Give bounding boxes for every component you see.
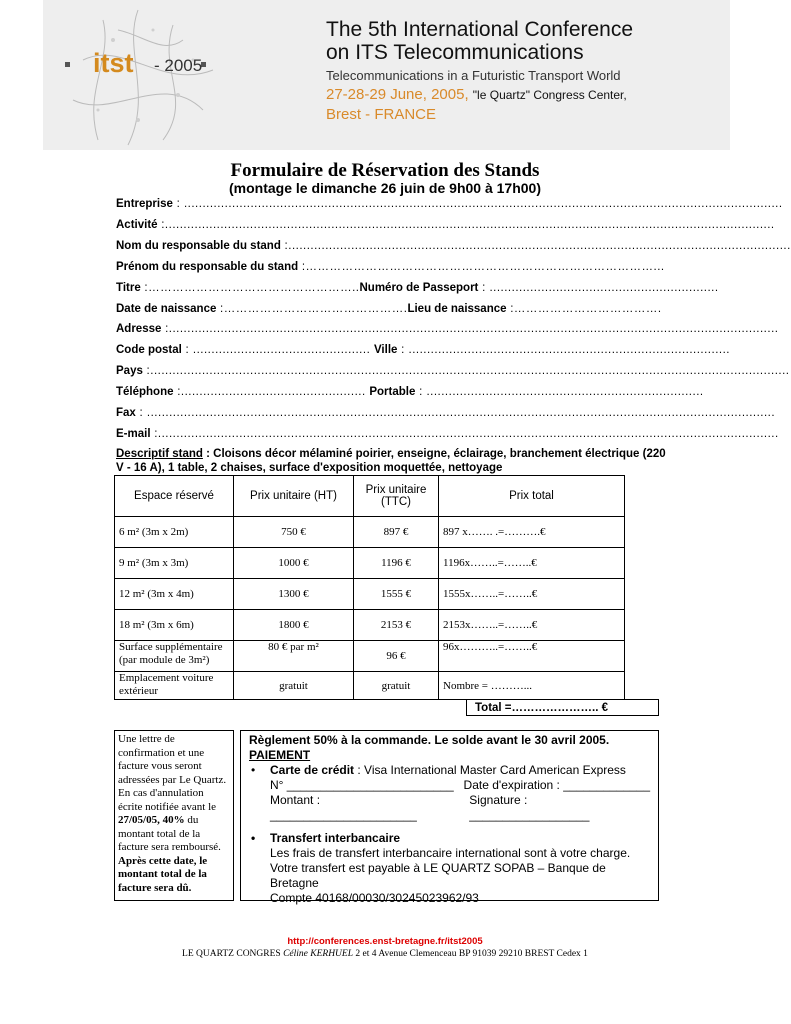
conference-city: Brest - FRANCE — [326, 106, 437, 123]
note-bold-end: Après cette date, le montant total de la facture sera dû. — [118, 854, 208, 894]
field-prenom-label: Prénom du responsable du stand — [116, 261, 299, 273]
logo-text: itst — [93, 48, 134, 78]
payment-reglement: Règlement 50% à la commande. Le solde avant le 30 avril 2005. — [249, 733, 610, 747]
note-text2: du montant total de la facture sera remboursé. — [118, 814, 221, 853]
row-ttc: 96 € — [354, 641, 439, 672]
field-passeport-label: Numéro de Passeport — [359, 282, 479, 294]
field-nom-responsable[interactable]: Nom du responsable du stand :........................................................................................................................................ — [116, 240, 791, 252]
field-ville-label: Ville — [373, 344, 398, 356]
form-title: Formulaire de Réservation des Stands — [230, 160, 540, 181]
field-nom-label: Nom du responsable du stand — [116, 240, 281, 252]
conference-dates-text: 27-28-29 June, 2005, — [326, 86, 469, 103]
table-row — [115, 672, 625, 700]
row-total[interactable]: Nombre = ………... — [439, 672, 625, 700]
field-lieu-naissance-label: Lieu de naissance — [407, 303, 507, 315]
field-telephone-portable[interactable]: Téléphone :.................................................. Portable : ........................................................................... — [116, 386, 704, 398]
header-prix-total: Prix total — [439, 476, 625, 517]
row-ht: 80 € par m² — [234, 641, 354, 672]
row-space: 9 m² (3m x 3m) — [115, 548, 234, 579]
footer-url-link[interactable]: http://conferences.enst-bretagne.fr/itst2005 — [287, 936, 483, 947]
field-code-postal-label: Code postal — [116, 344, 182, 356]
transfer-line1: Les frais de transfert interbancaire international sont à votre charge. — [270, 846, 631, 860]
row-total[interactable]: 96x………..=……..€ — [439, 641, 625, 672]
row-ht: 1000 € — [234, 548, 354, 579]
conference-banner — [43, 0, 730, 150]
row-total[interactable]: 1196x……..=……..€ — [439, 548, 625, 579]
footer-address — [0, 949, 770, 959]
field-prenom-responsable[interactable]: Prénom du responsable du stand :……………………………………………………………………………... — [116, 261, 665, 273]
transfer-account: Compte 40168/00030/30245023962/93 — [270, 891, 479, 905]
field-entreprise[interactable]: Entreprise : .................................................................................................................................................................. — [116, 198, 783, 210]
card-amount-field[interactable]: Montant : ______________________ — [270, 793, 417, 822]
field-pays-label: Pays — [116, 365, 143, 377]
row-space: 18 m² (3m x 6m) — [115, 610, 234, 641]
row-space: 6 m² (3m x 2m) — [115, 517, 234, 548]
field-fax[interactable]: Fax : .......................................................................................................................................................................... — [116, 407, 776, 419]
table-row — [115, 548, 625, 579]
field-activite-label: Activité — [116, 219, 158, 231]
transfer-line2: Votre transfert est payable à LE QUARTZ SOPAB – Banque de Bretagne — [270, 861, 606, 890]
payment-box — [240, 730, 659, 905]
field-portable-label: Portable — [369, 386, 416, 398]
row-ttc: gratuit — [354, 672, 439, 700]
row-ttc: 1196 € — [354, 548, 439, 579]
row-ht: gratuit — [234, 672, 354, 700]
field-entreprise-label: Entreprise — [116, 198, 173, 210]
header-espace: Espace réservé — [115, 476, 234, 517]
field-adresse[interactable]: Adresse :..................................................................................................................................................................... — [116, 323, 779, 335]
stand-desc-text: : Cloisons décor mélaminé poirier, enseigne, éclairage, branchement électrique (220 V - 16 A), 1 table, 2 chaises, surface d'exposition moquettée, nettoyage — [116, 448, 666, 474]
field-activite[interactable]: Activité :..................................................................................................................................................................... — [116, 219, 775, 231]
field-titre-passeport[interactable]: Titre :……………………………………………..Numéro de Passeport : .............................................................. — [116, 282, 719, 294]
card-label: Carte de crédit — [270, 763, 355, 777]
logo-year: - 2005 — [154, 56, 203, 75]
field-naissance[interactable]: Date de naissance :……………………………………….Lieu de naissance :………………………………. — [116, 303, 662, 315]
note-text1: Une lettre de confirmation et une facture vous seront adressées par Le Quartz. En cas d'annulation écrite notifiée avant le — [118, 733, 227, 813]
card-number-field[interactable]: N° _________________________ — [270, 778, 454, 792]
footer-addr-before: LE QUARTZ CONGRES — [182, 949, 284, 959]
payment-title: PAIEMENT — [249, 748, 311, 762]
conference-venue: "le Quartz" Congress Center, — [472, 88, 627, 102]
row-total[interactable]: 897 x……. .=……….€ — [439, 517, 625, 548]
table-header-row — [115, 476, 625, 517]
card-signature-field[interactable]: Signature : __________________ — [469, 793, 590, 822]
field-email[interactable]: E-mail :........................................................................................................................................................................ — [116, 428, 779, 440]
table-row — [115, 641, 625, 672]
footer-addr-after: 2 et 4 Avenue Clemenceau BP 91039 29210 BREST Cedex 1 — [353, 949, 588, 959]
field-date-naissance-label: Date de naissance — [116, 303, 217, 315]
row-total[interactable]: 1555x……..=……..€ — [439, 579, 625, 610]
header-prix-ht: Prix unitaire (HT) — [234, 476, 354, 517]
row-ttc: 2153 € — [354, 610, 439, 641]
row-space: Emplacement voiture extérieur — [115, 672, 234, 700]
note-pct: 40% — [162, 814, 185, 826]
card-number-row — [249, 778, 650, 793]
table-row — [115, 610, 625, 641]
note-sep: , — [157, 814, 163, 826]
row-space: 12 m² (3m x 4m) — [115, 579, 234, 610]
row-total[interactable]: 2153x……..=……..€ — [439, 610, 625, 641]
field-code-ville[interactable]: Code postal : ................................................ Ville : ....................................................................................... — [116, 344, 730, 356]
stand-description — [116, 447, 676, 475]
total-field[interactable]: Total =………………….. € — [466, 699, 659, 716]
row-space: Surface supplémentaire (par module de 3m²) — [115, 641, 234, 672]
row-ht: 750 € — [234, 517, 354, 548]
conference-title-line2: on ITS Telecommunications — [326, 41, 584, 64]
price-table — [114, 475, 625, 700]
row-ht: 1800 € — [234, 610, 354, 641]
row-ht: 1300 € — [234, 579, 354, 610]
form-subtitle: (montage le dimanche 26 juin de 9h00 à 17h00) — [229, 180, 541, 196]
field-titre-label: Titre — [116, 282, 141, 294]
table-row — [115, 517, 625, 548]
conference-dates — [326, 86, 627, 103]
header-prix-ttc: Prix unitaire (TTC) — [354, 476, 439, 517]
row-ttc: 1555 € — [354, 579, 439, 610]
payment-card-option[interactable] — [249, 763, 650, 778]
cancellation-note — [114, 730, 234, 901]
card-options: : Visa International Master Card American Express — [354, 763, 626, 777]
footer-contact: Céline KERHUEL — [283, 949, 354, 959]
conference-title-line1: The 5th International Conference — [326, 18, 634, 41]
stand-desc-label: Descriptif stand — [116, 448, 203, 460]
dot-left-icon — [65, 62, 70, 67]
row-ttc: 897 € — [354, 517, 439, 548]
field-fax-label: Fax — [116, 407, 136, 419]
field-telephone-label: Téléphone — [116, 386, 174, 398]
card-expiry-field[interactable]: Date d'expiration : _____________ — [463, 778, 650, 792]
card-amount-row — [249, 793, 650, 823]
note-date: 27/05/05 — [118, 814, 158, 826]
field-pays[interactable]: Pays :............................................................................................................................................................................. — [116, 365, 790, 377]
field-email-label: E-mail — [116, 428, 151, 440]
conference-subtitle: Telecommunications in a Futuristic Transport World — [326, 68, 621, 83]
payment-transfer-option[interactable]: • Transfert interbancaire — [249, 831, 650, 846]
table-row — [115, 579, 625, 610]
field-adresse-label: Adresse — [116, 323, 162, 335]
